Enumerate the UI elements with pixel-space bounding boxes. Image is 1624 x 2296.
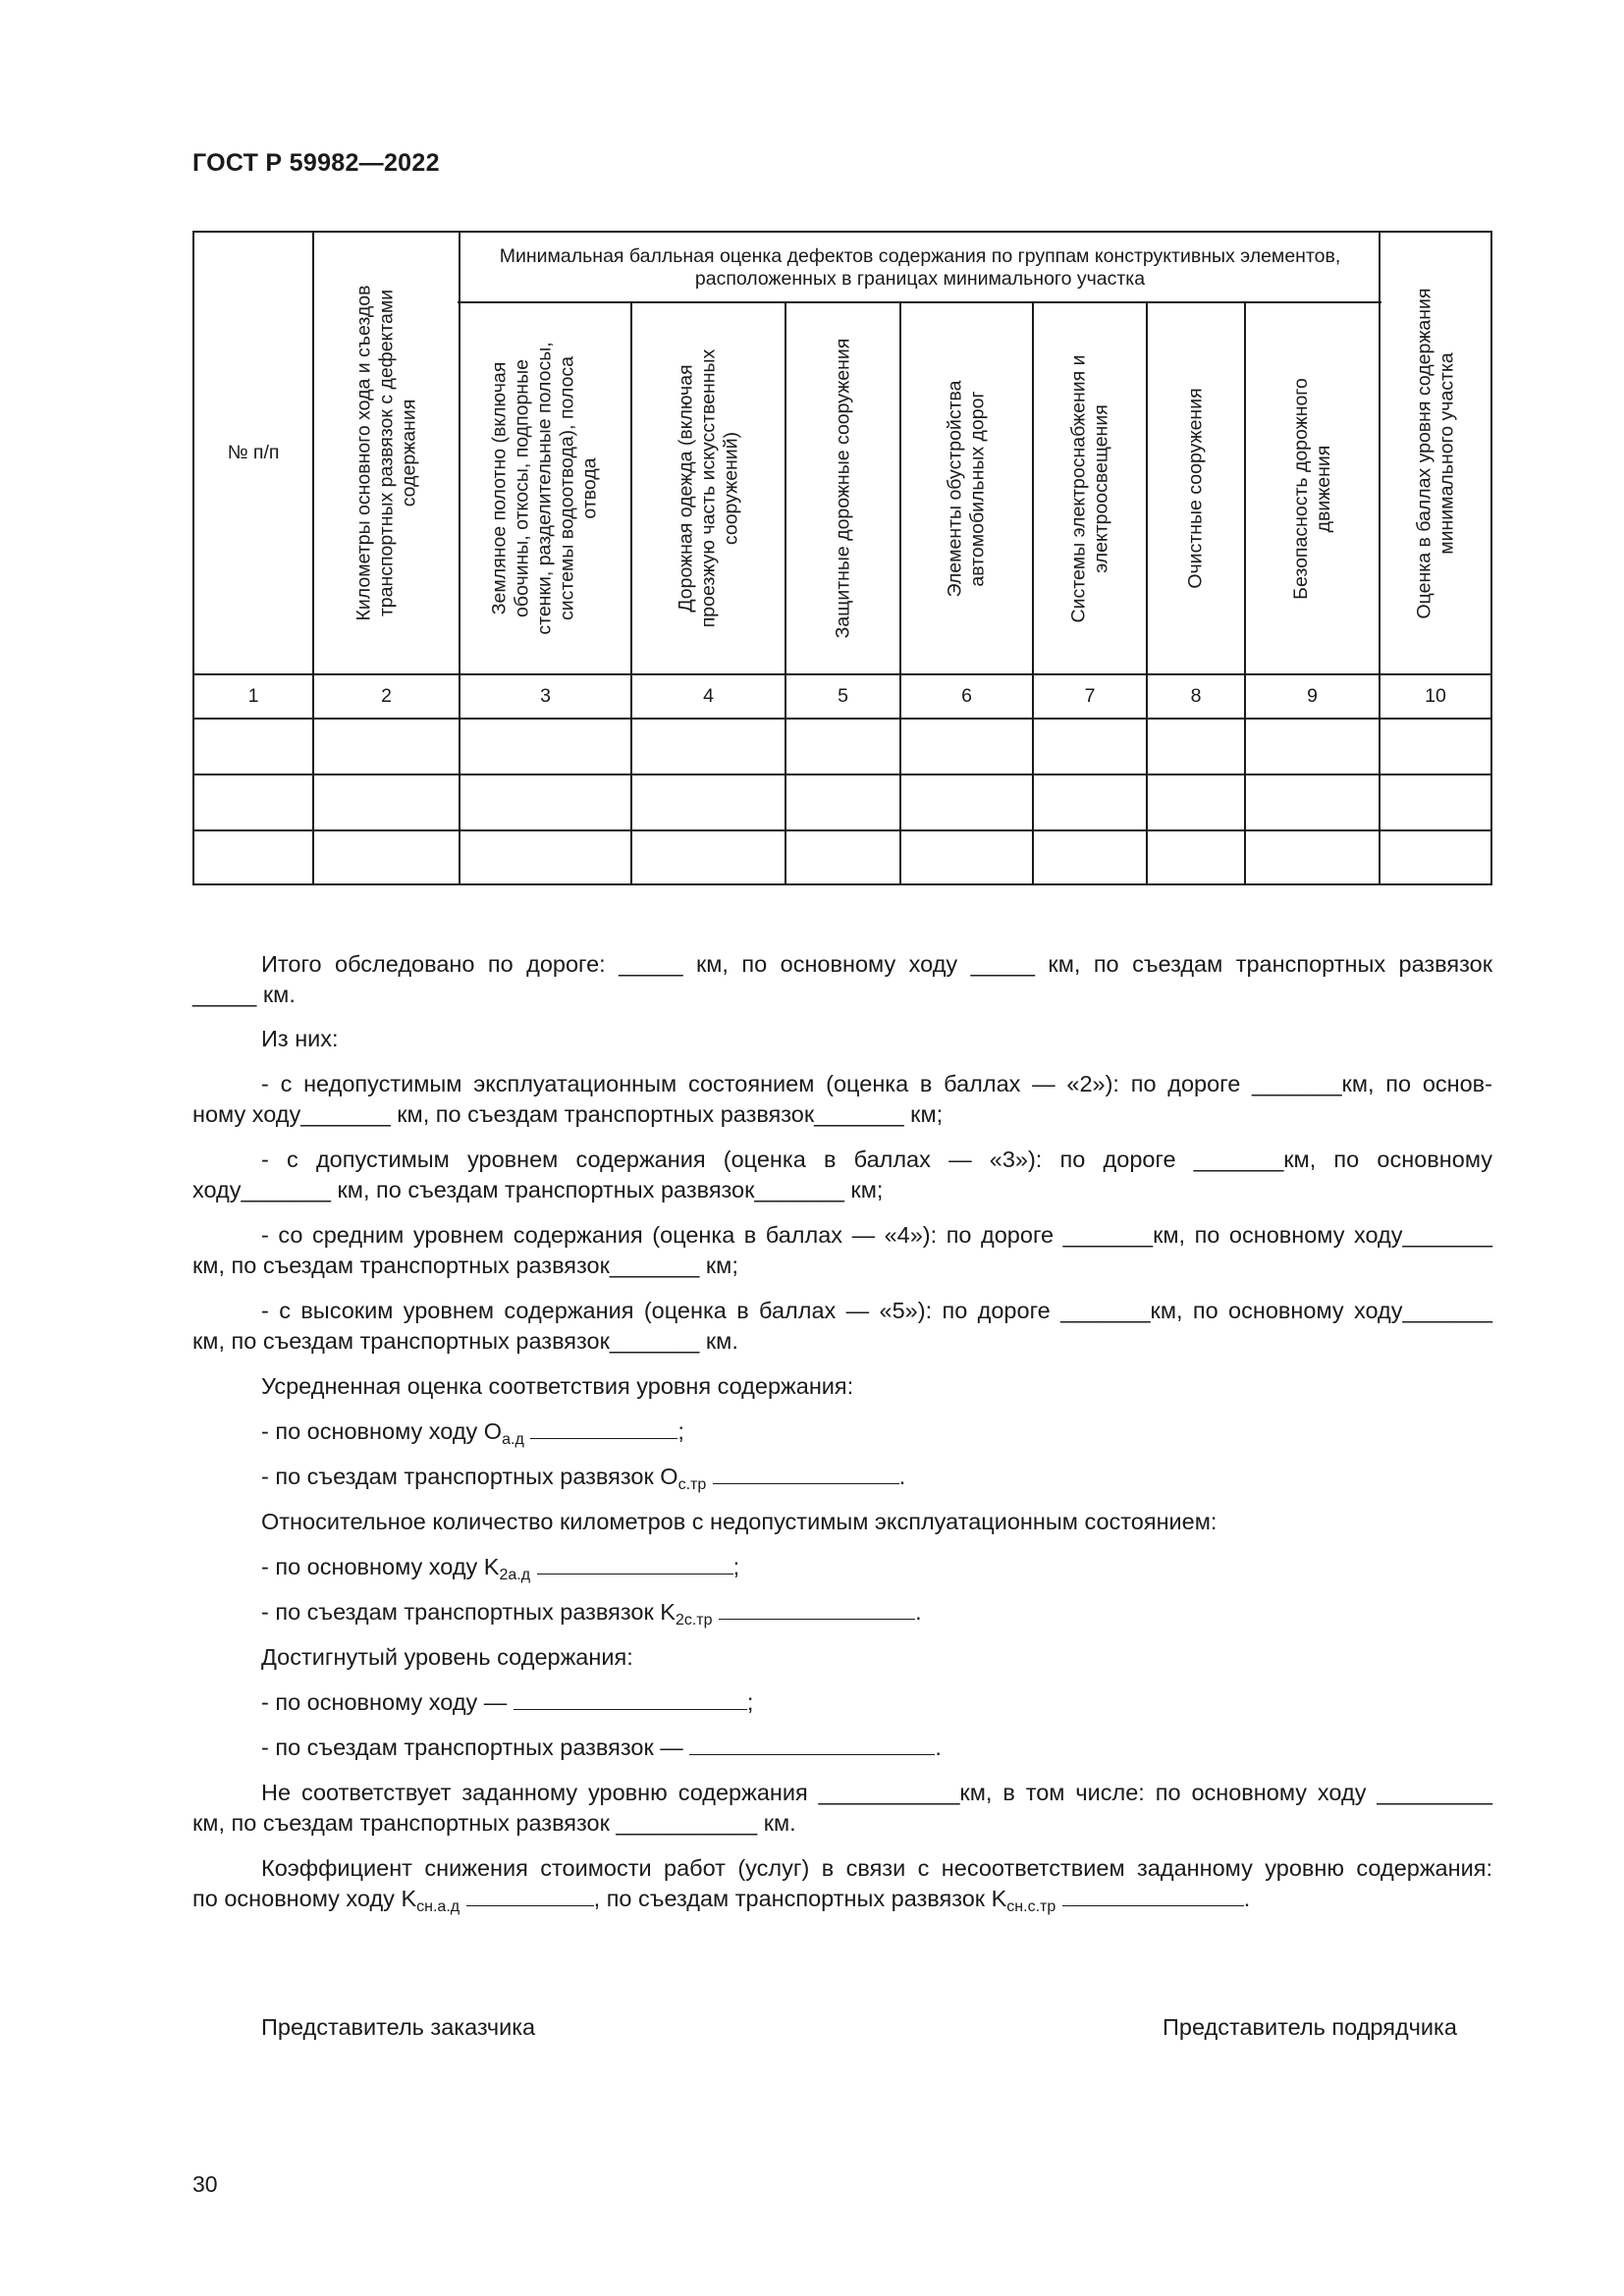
rel-title: Относительное количество километров с недопустимым эксплуатационным состоянием: xyxy=(261,1509,1218,1534)
col-header-km xyxy=(314,233,459,673)
page-number: 30 xyxy=(192,2171,218,2197)
avg-main-suffix: ; xyxy=(677,1418,684,1444)
col-number: 3 xyxy=(540,685,551,707)
avg-exits-prefix: - по съездам транспортных развязок O xyxy=(261,1464,678,1489)
acceptable-line-2: ходу_______ км, по съездам транспортных развязок_______ км; xyxy=(192,1177,884,1202)
col-number: 4 xyxy=(703,685,714,707)
coef-main-subscript: сн.а.д xyxy=(416,1898,460,1915)
avg-exits-line xyxy=(261,1461,905,1492)
total-line-2: _____ км. xyxy=(192,982,296,1007)
col-header-roadbed-label: Земляное полотно (включая обочины, откосы, подпорные стенки, разделительные полосы, системы водоотвода), полоса отвода xyxy=(489,342,602,635)
col-header-equipment-label: Элементы обустройства автомобильных дорог xyxy=(944,379,989,598)
noncompliance-line-1: Не соответствует заданному уровню содержания ___________км, в том числе: по основному ходу _________ xyxy=(261,1780,1492,1805)
col-header-protective-label: Защитные дорожные сооружения xyxy=(832,338,853,639)
coef-main-blank xyxy=(466,1884,594,1906)
col-header-km-label: Километры основного хода и съездов транспортных развязок с дефектами содержания xyxy=(352,285,420,621)
col-header-safety xyxy=(1246,303,1379,673)
level-main-line xyxy=(261,1686,753,1718)
noncompliance-line-2: км, по съездам транспортных развязок ___________ км. xyxy=(192,1810,796,1836)
coef-exits-blank xyxy=(1062,1884,1244,1906)
col-header-number: № п/п xyxy=(227,442,280,463)
high-line-1: - с высоким уровнем содержания (оценка в баллах — «5»): по дороге _______км, по основному ходу_______ xyxy=(261,1298,1492,1323)
col-header-score-label: Оценка в баллах уровня содержания минимального участка xyxy=(1413,288,1457,618)
rel-main-blank xyxy=(537,1552,733,1575)
row-line xyxy=(194,774,1490,775)
col-header-score xyxy=(1380,233,1490,673)
col-header-protective xyxy=(786,303,899,673)
level-title: Достигнутый уровень содержания: xyxy=(261,1644,633,1670)
rel-main-prefix: - по основному ходу K xyxy=(261,1554,500,1579)
col-number: 9 xyxy=(1307,685,1318,707)
rel-exits-line xyxy=(261,1596,922,1628)
avg-exits-blank xyxy=(713,1462,899,1484)
coef-suffix: . xyxy=(1243,1886,1251,1911)
contractor-signature-label: Представитель подрядчика xyxy=(1163,2014,1457,2040)
col-number: 6 xyxy=(961,685,972,707)
col-number: 5 xyxy=(838,685,848,707)
col-number: 8 xyxy=(1190,685,1202,707)
col-header-roadbed xyxy=(460,303,630,673)
rel-exits-subscript: 2с.тр xyxy=(675,1612,713,1629)
unacceptable-line-1: - с недопустимым эксплуатационным состоянием (оценка в баллах — «2»): по дороге _______км, по основ- xyxy=(261,1071,1492,1096)
coef-main-prefix: по основному ходу K xyxy=(192,1886,417,1911)
avg-exits-suffix: . xyxy=(898,1464,906,1489)
level-exits-blank xyxy=(689,1733,935,1755)
defects-table xyxy=(192,231,1492,885)
level-exits-prefix: - по съездам транспортных развязок — xyxy=(261,1735,690,1760)
group-header: Минимальная балльная оценка дефектов содержания по группам конструктивных элементов, расположенных в границах минимального участка xyxy=(499,245,1341,290)
medium-line-1: - со средним уровнем содержания (оценка в баллах — «4»): по дороге _______км, по основному ходу_______ xyxy=(261,1222,1492,1248)
level-main-prefix: - по основному ходу — xyxy=(261,1689,514,1715)
rel-main-line xyxy=(261,1551,739,1582)
col-header-pavement-label: Дорожная одежда (включая проезжую часть искусственных сооружений) xyxy=(675,348,742,628)
level-exits-suffix: . xyxy=(935,1735,942,1760)
level-main-suffix: ; xyxy=(746,1689,754,1715)
customer-signature-label: Представитель заказчика xyxy=(261,2014,536,2040)
avg-title: Усредненная оценка соответствия уровня содержания: xyxy=(261,1373,854,1399)
rel-main-suffix: ; xyxy=(732,1554,740,1579)
coef-exits-subscript: сн.с.тр xyxy=(1006,1898,1056,1915)
col-header-pavement xyxy=(632,303,785,673)
avg-main-blank xyxy=(530,1416,677,1439)
acceptable-line-1: - с допустимым уровнем содержания (оценка в баллах — «3»): по дороге _______км, по основному xyxy=(261,1147,1492,1172)
col-header-power xyxy=(1034,303,1146,673)
numbers-row-line xyxy=(194,718,1490,720)
col-header-treatment xyxy=(1148,303,1244,673)
rel-exits-blank xyxy=(719,1597,915,1620)
of-them: Из них: xyxy=(261,1026,339,1051)
col-header-equipment xyxy=(901,303,1032,673)
avg-main-prefix: - по основному ходу O xyxy=(261,1418,503,1444)
rel-main-subscript: 2а.д xyxy=(499,1567,531,1583)
level-exits-line xyxy=(261,1732,942,1763)
row-line xyxy=(194,829,1490,831)
unacceptable-line-2: ному ходу_______ км, по съездам транспортных развязок_______ км; xyxy=(192,1101,944,1127)
col-number: 1 xyxy=(247,685,259,707)
coef-exits-prefix: , по съездам транспортных развязок K xyxy=(593,1886,1007,1911)
col-number: 10 xyxy=(1425,685,1446,707)
avg-exits-subscript: с.тр xyxy=(677,1476,707,1493)
medium-line-2: км, по съездам транспортных развязок_______ км; xyxy=(192,1253,738,1278)
total-line-1: Итого обследовано по дороге: _____ км, по основному ходу _____ км, по съездам транспортных развязок xyxy=(261,951,1492,977)
col-header-treatment-label: Очистные сооружения xyxy=(1184,388,1207,589)
col-header-safety-label: Безопасность дорожного движения xyxy=(1289,377,1334,600)
col-number: 2 xyxy=(381,685,392,707)
coefficient-line-2 xyxy=(192,1883,1250,1914)
high-line-2: км, по съездам транспортных развязок_______ км. xyxy=(192,1328,738,1354)
avg-main-line xyxy=(261,1415,684,1447)
avg-main-subscript: а.д xyxy=(502,1431,524,1448)
coefficient-line-1: Коэффициент снижения стоимости работ (услуг) в связи с несоответствием заданному уровню содержания: xyxy=(261,1855,1492,1881)
col-header-power-label: Системы электроснабжения и электроосвещения xyxy=(1067,354,1112,622)
col-number: 7 xyxy=(1084,685,1096,707)
document-header: ГОСТ Р 59982—2022 xyxy=(192,149,440,177)
level-main-blank xyxy=(514,1687,747,1710)
rel-exits-suffix: . xyxy=(915,1599,922,1625)
rel-exits-prefix: - по съездам транспортных развязок K xyxy=(261,1599,676,1625)
